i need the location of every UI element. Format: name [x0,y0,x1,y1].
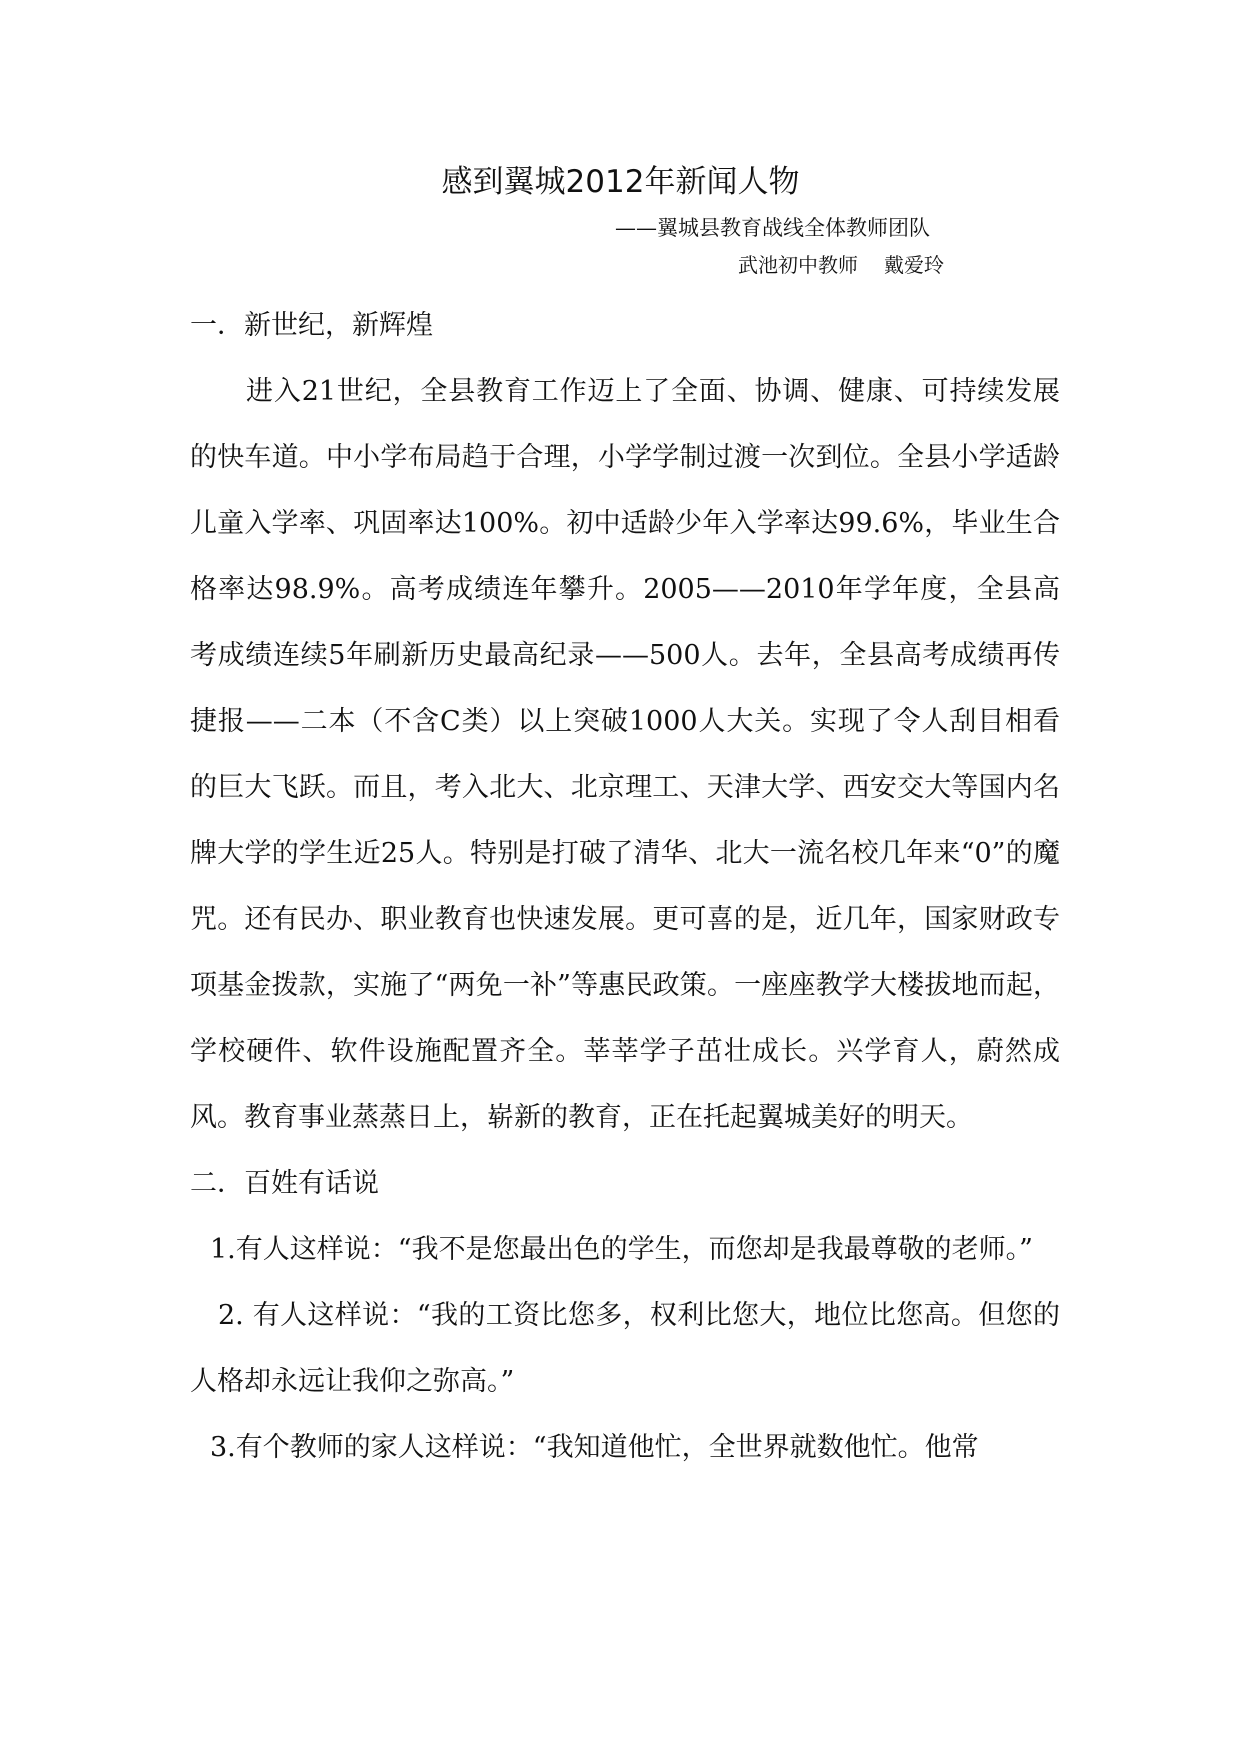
document-body [190,293,1060,1481]
document-subtitle: ——翼城县教育战线全体教师团队 [615,216,930,240]
author-name: 戴爱玲 [884,253,944,277]
quote-item-1: 1.有人这样说：“我不是您最出色的学生，而您却是我最尊敬的老师。” [210,1234,1033,1265]
document-title: 感到翼城2012年新闻人物 [441,164,800,200]
section-heading-2: 二．百姓有话说 [190,1168,379,1199]
quote-item-3: 3.有个教师的家人这样说：“我知道他忙，全世界就数他忙。他常 [210,1432,979,1463]
author-line [738,251,944,279]
quote-item-2: 2. 有人这样说：“我的工资比您多，权利比您大，地位比您高。但您的人格却永远让我仰之弥高。” [190,1300,1060,1397]
section-1-paragraph: 进入21世纪，全县教育工作迈上了全面、协调、健康、可持续发展的快车道。中小学布局趋于合理，小学学制过渡一次到位。全县小学适龄儿童入学率、巩固率达100%。初中适龄少年入学率达99.6%，毕业生合格率达98.9%。高考成绩连年攀升。2005——2010年学年度，全县高考成绩连续5年刷新历史最高纪录——500人。去年，全县高考成绩再传捷报——二本（不含C类）以上突破1000人大关。实现了令人刮目相看的巨大飞跃。而且，考入北大、北京理工、天津大学、西安交大等国内名牌大学的学生近25人。特别是打破了清华、北大一流名校几年来“0”的魔咒。还有民办、职业教育也快速发展。更可喜的是，近几年，国家财政专项基金拨款，实施了“两免一补”等惠民政策。一座座教学大楼拔地而起，学校硬件、软件设施配置齐全。莘莘学子茁壮成长。兴学育人，蔚然成风。教育事业蒸蒸日上，崭新的教育，正在托起翼城美好的明天。 [190,376,1060,1133]
section-heading-1: 一．新世纪，新辉煌 [190,310,433,341]
author-school: 武池初中教师 [738,253,858,277]
